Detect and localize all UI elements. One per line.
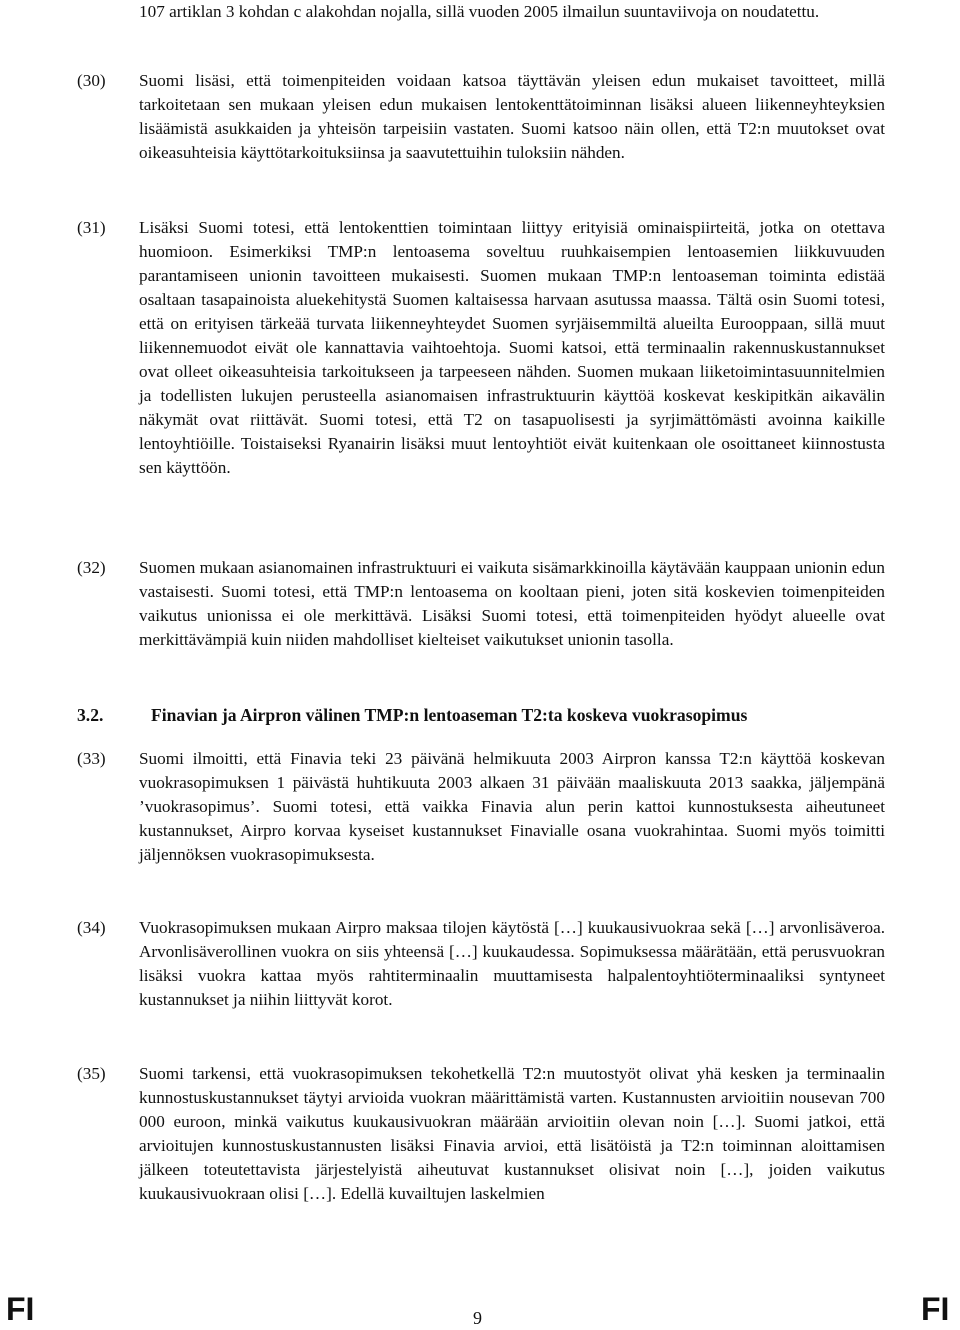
paragraph-number-33: (33) — [77, 749, 106, 768]
paragraph-number-32: (32) — [77, 558, 106, 577]
paragraph-number-31: (31) — [77, 218, 106, 237]
paragraph-32: Suomen mukaan asianomainen infrastruktuuri ei vaikuta sisämarkkinoilla käytävään kauppaan unionin edun vastaisesti. Suomi totesi, että TMP:n lentoasema on kooltaan pieni, joten sitä koskevien toimenpiteiden vaikutus unionissa ei ole merkittävä. Lisäksi Suomi totesi, että toimenpiteiden hyödyt alueelle ovat merkittävämpiä kuin niiden mahdolliset kielteiset vaikutukset unionin tasolla. — [139, 558, 885, 649]
footer-language-left: FI — [6, 1291, 35, 1327]
page-number: 9 — [473, 1308, 482, 1328]
section-title: Finavian ja Airpron välinen TMP:n lentoaseman T2:ta koskeva vuokrasopimus — [151, 705, 748, 725]
paragraph-33: Suomi ilmoitti, että Finavia teki 23 päivänä helmikuuta 2003 Airpron kanssa T2:n käyttöä koskevan vuokrasopimuksen 1 päivästä huhtikuuta 2003 alkaen 31 päivään maaliskuuta 2013 saakka, jäljempänä ’vuokrasopimus’. Suomi totesi, että vaikka Finavia alun perin kattoi kunnostuksesta aiheutuneet kustannukset, Airpro korvaa kyseiset kustannukset Finavialle osana vuokrahintaa. Suomi myös toimitti jäljennöksen vuokrasopimuksesta. — [139, 749, 885, 864]
paragraph-30: Suomi lisäsi, että toimenpiteiden voidaan katsoa täyttävän yleisen edun mukaiset tavoitteet, millä tarkoitetaan sen mukaan yleisen edun mukaisen lentokenttätoiminnan lisäksi alueen liikenneyhteyksien lisäämistä asukkaiden ja yhteisön tarpeisiin vastaten. Suomi katsoo näin ollen, että T2:n muutokset ovat oikeasuhteisia käyttötarkoituksiinsa ja saavutettuihin tuloksiin nähden. — [139, 71, 885, 162]
paragraph-number-35: (35) — [77, 1064, 106, 1083]
paragraph-number-34: (34) — [77, 918, 106, 937]
section-number: 3.2. — [77, 705, 104, 725]
paragraph-34: Vuokrasopimuksen mukaan Airpro maksaa tilojen käytöstä […] kuukausivuokraa sekä […] arvonlisäveroa. Arvonlisäverollinen vuokra on siis yhteensä […] kuukaudessa. Sopimuksessa määrätään, että perusvuokran lisäksi vuokra kattaa myös rahtiterminaalin muuttamisesta halpalentoyhtiöterminaaliksi syntyneet kustannukset ja niihin liittyvät korot. — [139, 918, 885, 1009]
paragraph-continued: 107 artiklan 3 kohdan c alakohdan nojalla, sillä vuoden 2005 ilmailun suuntaviivoja on noudatettu. — [139, 2, 820, 21]
paragraph-35: Suomi tarkensi, että vuokrasopimuksen tekohetkellä T2:n muutostyöt olivat yhä kesken ja terminaalin kunnostuskustannukset täytyi arvioida vuokran määrittämistä varten. Kustannusten arvioitiin nousevan 700 000 euroon, minkä vaikutus kuukausivuokran määrään arvioitiin olevan noin […]. Suomi jatkoi, että arvioitujen kunnostuskustannusten lisäksi Finavia arvioi, että lisätöistä ja T2:n toiminnan aloittamisen jälkeen toteutettavista järjestelyistä aiheutuvat kustannukset olisivat noin […], joiden vaikutus kuukausivuokraan olisi […]. Edellä kuvailtujen laskelmien — [139, 1064, 885, 1203]
paragraph-31: Lisäksi Suomi totesi, että lentokenttien toimintaan liittyy erityisiä ominaispiirteitä, jotka on otettava huomioon. Esimerkiksi TMP:n lentoasema soveltuu ruuhkaisempien lentoasemien liikkuvuuden parantamiseen unionin tavoitteen mukaisesti. Suomen mukaan TMP:n lentoaseman toiminta edistää osaltaan tasapainoista aluekehitystä Suomen kaltaisessa harvaan asutussa maassa. Tältä osin Suomi totesi, että on erityisen tärkeää turvata liikenneyhteydet Suomen syrjäisemmiltä alueilta Eurooppaan, sillä muut liikennemuodot eivät ole kannattavia vaihtoehtoja. Suomi katsoi, että terminaalin rakennuskustannukset ovat olleet oikeasuhteisia tarkoitukseen ja tarpeeseen nähden. Suomen mukaan liiketoimintasuunnitelmien ja todellisten lukujen perusteella asianomaisen infrastruktuurin käyttöä koskevat keskipitkän aikavälin näkymät ovat riittävät. Suomi totesi, että T2 on tasapuolisesti ja syrjimättömästi avoinna kaikille lentoyhtiöille. Toistaiseksi Ryanairin lisäksi muut lentoyhtiöt eivät kuitenkaan ole osoittaneet kiinnostusta sen käyttöön. — [139, 218, 885, 477]
footer-language-right: FI — [921, 1291, 950, 1327]
paragraph-number-30: (30) — [77, 71, 106, 90]
